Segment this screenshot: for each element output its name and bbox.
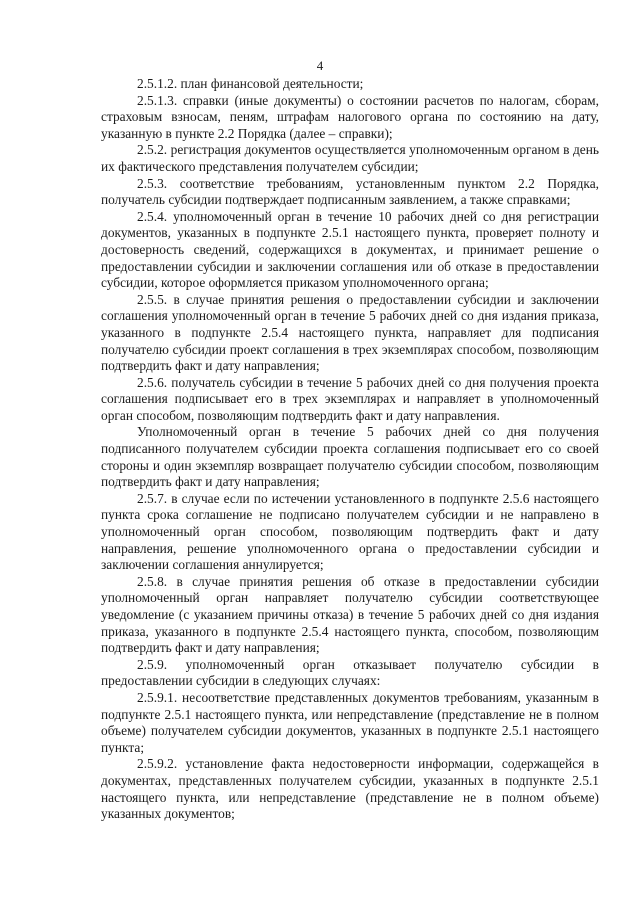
document-body	[101, 76, 599, 823]
paragraph-2-5-6-continued: Уполномоченный орган в течение 5 рабочих дней со дня получения подписанного получателем субсидии проекта соглашения подписывает его со своей стороны и один экземпляр возвращает получателю субсидии способом, позволяющим подтвердить факт и дату направления;	[101, 424, 599, 490]
paragraph-2-5-1-2: 2.5.1.2. план финансовой деятельности;	[137, 76, 364, 91]
paragraph-2-5-6: 2.5.6. получатель субсидии в течение 5 рабочих дней со дня получения проекта соглашения подписывает его в трех экземплярах и направляет в уполномоченный орган способом, позволяющим подтвердить факт и дату направления.	[101, 374, 599, 423]
paragraph-2-5-4: 2.5.4. уполномоченный орган в течение 10 рабочих дней со дня регистрации документов, указанных в подпункте 2.5.1 настоящего пункта, проверяет полноту и достоверность сведений, содержащихся в документах, и принимает решение о предоставлении субсидии и заключении соглашения или об отказе в предоставлении субсидии, которое оформляется приказом уполномоченного органа;	[101, 208, 599, 291]
page-number: 4	[316, 58, 324, 73]
paragraph-2-5-1-3: 2.5.1.3. справки (иные документы) о состоянии расчетов по налогам, сборам, страховым взносам, пеням, штрафам налогового органа по состоянию на дату, указанную в пункте 2.2 Порядка (далее – справки);	[101, 92, 599, 141]
paragraph-2-5-5: 2.5.5. в случае принятия решения о предоставлении субсидии и заключении соглашения уполномоченный орган в течение 5 рабочих дней со дня издания приказа, указанного в подпункте 2.5.4 настоящего пункта, направляет для подписания получателю субсидии проект соглашения в трех экземплярах способом, позволяющим подтвердить факт и дату направления;	[101, 291, 599, 374]
paragraph-2-5-3: 2.5.3. соответствие требованиям, установленным пунктом 2.2 Порядка, получатель субсидии подтверждает подписанным заявлением, а также справками;	[101, 175, 599, 208]
paragraph-2-5-8: 2.5.8. в случае принятия решения об отказе в предоставлении субсидии уполномоченный орган направляет получателю субсидии соответствующее уведомление (с указанием причины отказа) в течение 5 рабочих дней со дня издания приказа, указанного в подпункте 2.5.4 настоящего пункта, способом, позволяющим подтвердить факт и дату направления;	[101, 573, 599, 656]
paragraph-2-5-9: 2.5.9. уполномоченный орган отказывает получателю субсидии в предоставлении субсидии в следующих случаях:	[101, 656, 599, 689]
paragraph-2-5-9-1: 2.5.9.1. несоответствие представленных документов требованиям, указанным в подпункте 2.5.1 настоящего пункта, или непредставление (представление не в полном объеме) получателем субсидии документов, указанных в подпункте 2.5.1 настоящего пункта;	[101, 689, 599, 755]
paragraph-2-5-9-2: 2.5.9.2. установление факта недостоверности информации, содержащейся в документах, представленных получателем субсидии, указанных в подпункте 2.5.1 настоящего пункта, или непредставление (представление не в полном объеме) указанных документов;	[101, 756, 599, 822]
paragraph-2-5-2: 2.5.2. регистрация документов осуществляется уполномоченным органом в день их фактического представления получателем субсидии;	[101, 142, 599, 174]
paragraph-2-5-7: 2.5.7. в случае если по истечении установленного в подпункте 2.5.6 настоящего пункта срока соглашение не подписано получателем субсидии и не направлено в уполномоченный орган способом, позволяющим подтвердить факт и дату направления, решение уполномоченного органа о предоставлении субсидии и заключении соглашения аннулируется;	[101, 490, 599, 573]
